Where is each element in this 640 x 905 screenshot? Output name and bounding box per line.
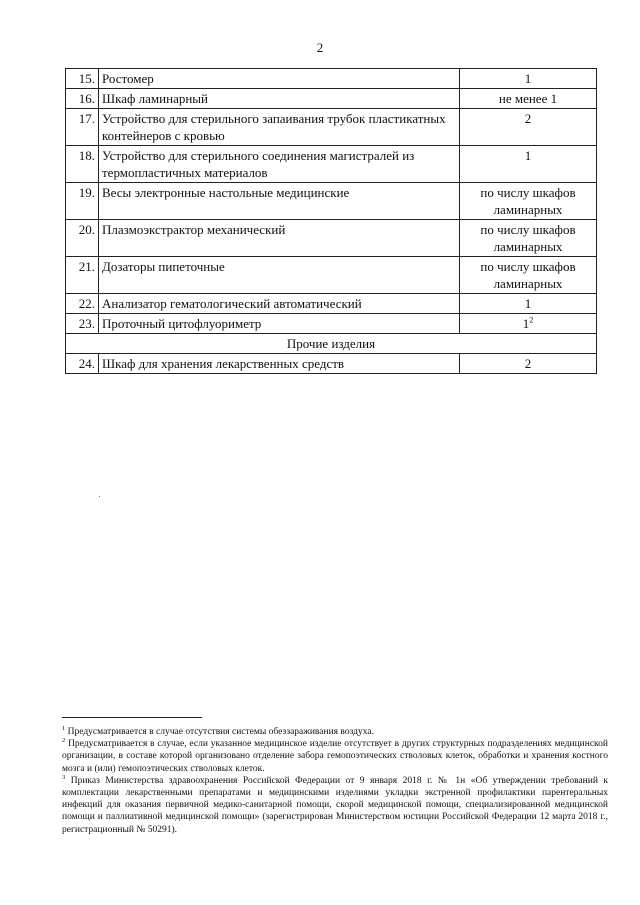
- footnote-ref: 2: [529, 315, 534, 325]
- footnotes: [62, 726, 608, 836]
- section-row: [66, 334, 597, 354]
- item-quantity: 2: [460, 109, 597, 146]
- footnote-text: Предусматривается в случае, если указанное медицинское изделие отсутствует в других структурных подразделениях медицинской организации, в составе которой организовано отделение забора гемопоэтических стволовых клеток, обработки и хранения костного мозга и (или) гемопоэтических стволовых клеток.: [62, 739, 609, 774]
- footnote: [62, 738, 608, 775]
- equipment-table: [65, 68, 597, 374]
- item-name: Дозаторы пипеточные: [99, 257, 460, 294]
- row-number: 21.: [66, 257, 99, 294]
- footnote-mark: 1: [62, 724, 66, 732]
- section-title: Прочие изделия: [66, 334, 597, 354]
- table-row: [66, 183, 597, 220]
- footnote-mark: 3: [62, 773, 66, 781]
- table-row: [66, 257, 597, 294]
- table-row: [66, 109, 597, 146]
- row-number: 17.: [66, 109, 99, 146]
- footnote: [62, 775, 608, 836]
- item-quantity: 1: [460, 294, 597, 314]
- table-row: [66, 69, 597, 89]
- row-number: 20.: [66, 220, 99, 257]
- item-quantity: [460, 314, 597, 334]
- quantity-value: 1: [522, 316, 530, 331]
- table-row: [66, 354, 597, 374]
- item-name: Устройство для стерильного соединения магистралей из термопластичных материалов: [99, 146, 460, 183]
- row-number: 18.: [66, 146, 99, 183]
- row-number: 22.: [66, 294, 99, 314]
- footnote-text: Приказ Министерства здравоохранения Российской Федерации от 9 января 2018 г. № 1н «Об утверждении требований к комплектации лекарственными препаратами и медицинскими изделиями укладки экстренной профилактики парентеральных инфекций для оказания первичной медико-санитарной помощи, скорой медицинской помощи, специализированной медицинской помощи и паллиативной медицинской помощи» (зарегистрирован Министерством юстиции Российской Федерации 12 марта 2018 г., регистрационный № 50291).: [62, 775, 609, 835]
- row-number: 24.: [66, 354, 99, 374]
- item-name: Устройство для стерильного запаивания трубок пластикатных контейнеров с кровью: [99, 109, 460, 146]
- item-quantity: по числу шкафов ламинарных: [460, 183, 597, 220]
- row-number: 19.: [66, 183, 99, 220]
- page-number: 2: [316, 40, 324, 55]
- row-number: 23.: [66, 314, 99, 334]
- table-row: [66, 146, 597, 183]
- item-quantity: 1: [460, 146, 597, 183]
- footnote-mark: 2: [62, 737, 66, 745]
- item-name: Проточный цитофлуориметр: [99, 314, 460, 334]
- item-quantity: 1: [460, 69, 597, 89]
- item-quantity: 2: [460, 354, 597, 374]
- item-quantity: по числу шкафов ламинарных: [460, 257, 597, 294]
- item-name: Весы электронные настольные медицинские: [99, 183, 460, 220]
- item-name: Шкаф ламинарный: [99, 89, 460, 109]
- item-name: Шкаф для хранения лекарственных средств: [99, 354, 460, 374]
- item-name: Анализатор гематологический автоматический: [99, 294, 460, 314]
- item-quantity: не менее 1: [460, 89, 597, 109]
- table-row: [66, 294, 597, 314]
- item-name: Ростомер: [99, 69, 460, 89]
- table-row: [66, 220, 597, 257]
- item-name: Плазмоэкстрактор механический: [99, 220, 460, 257]
- footnote-separator: [62, 717, 202, 718]
- scan-speck: [99, 496, 100, 497]
- row-number: 16.: [66, 89, 99, 109]
- item-quantity: по числу шкафов ламинарных: [460, 220, 597, 257]
- footnote: [62, 726, 608, 738]
- row-number: 15.: [66, 69, 99, 89]
- table-row: [66, 314, 597, 334]
- table-row: [66, 89, 597, 109]
- footnote-text: Предусматривается в случае отсутствия системы обеззараживания воздуха.: [67, 727, 374, 737]
